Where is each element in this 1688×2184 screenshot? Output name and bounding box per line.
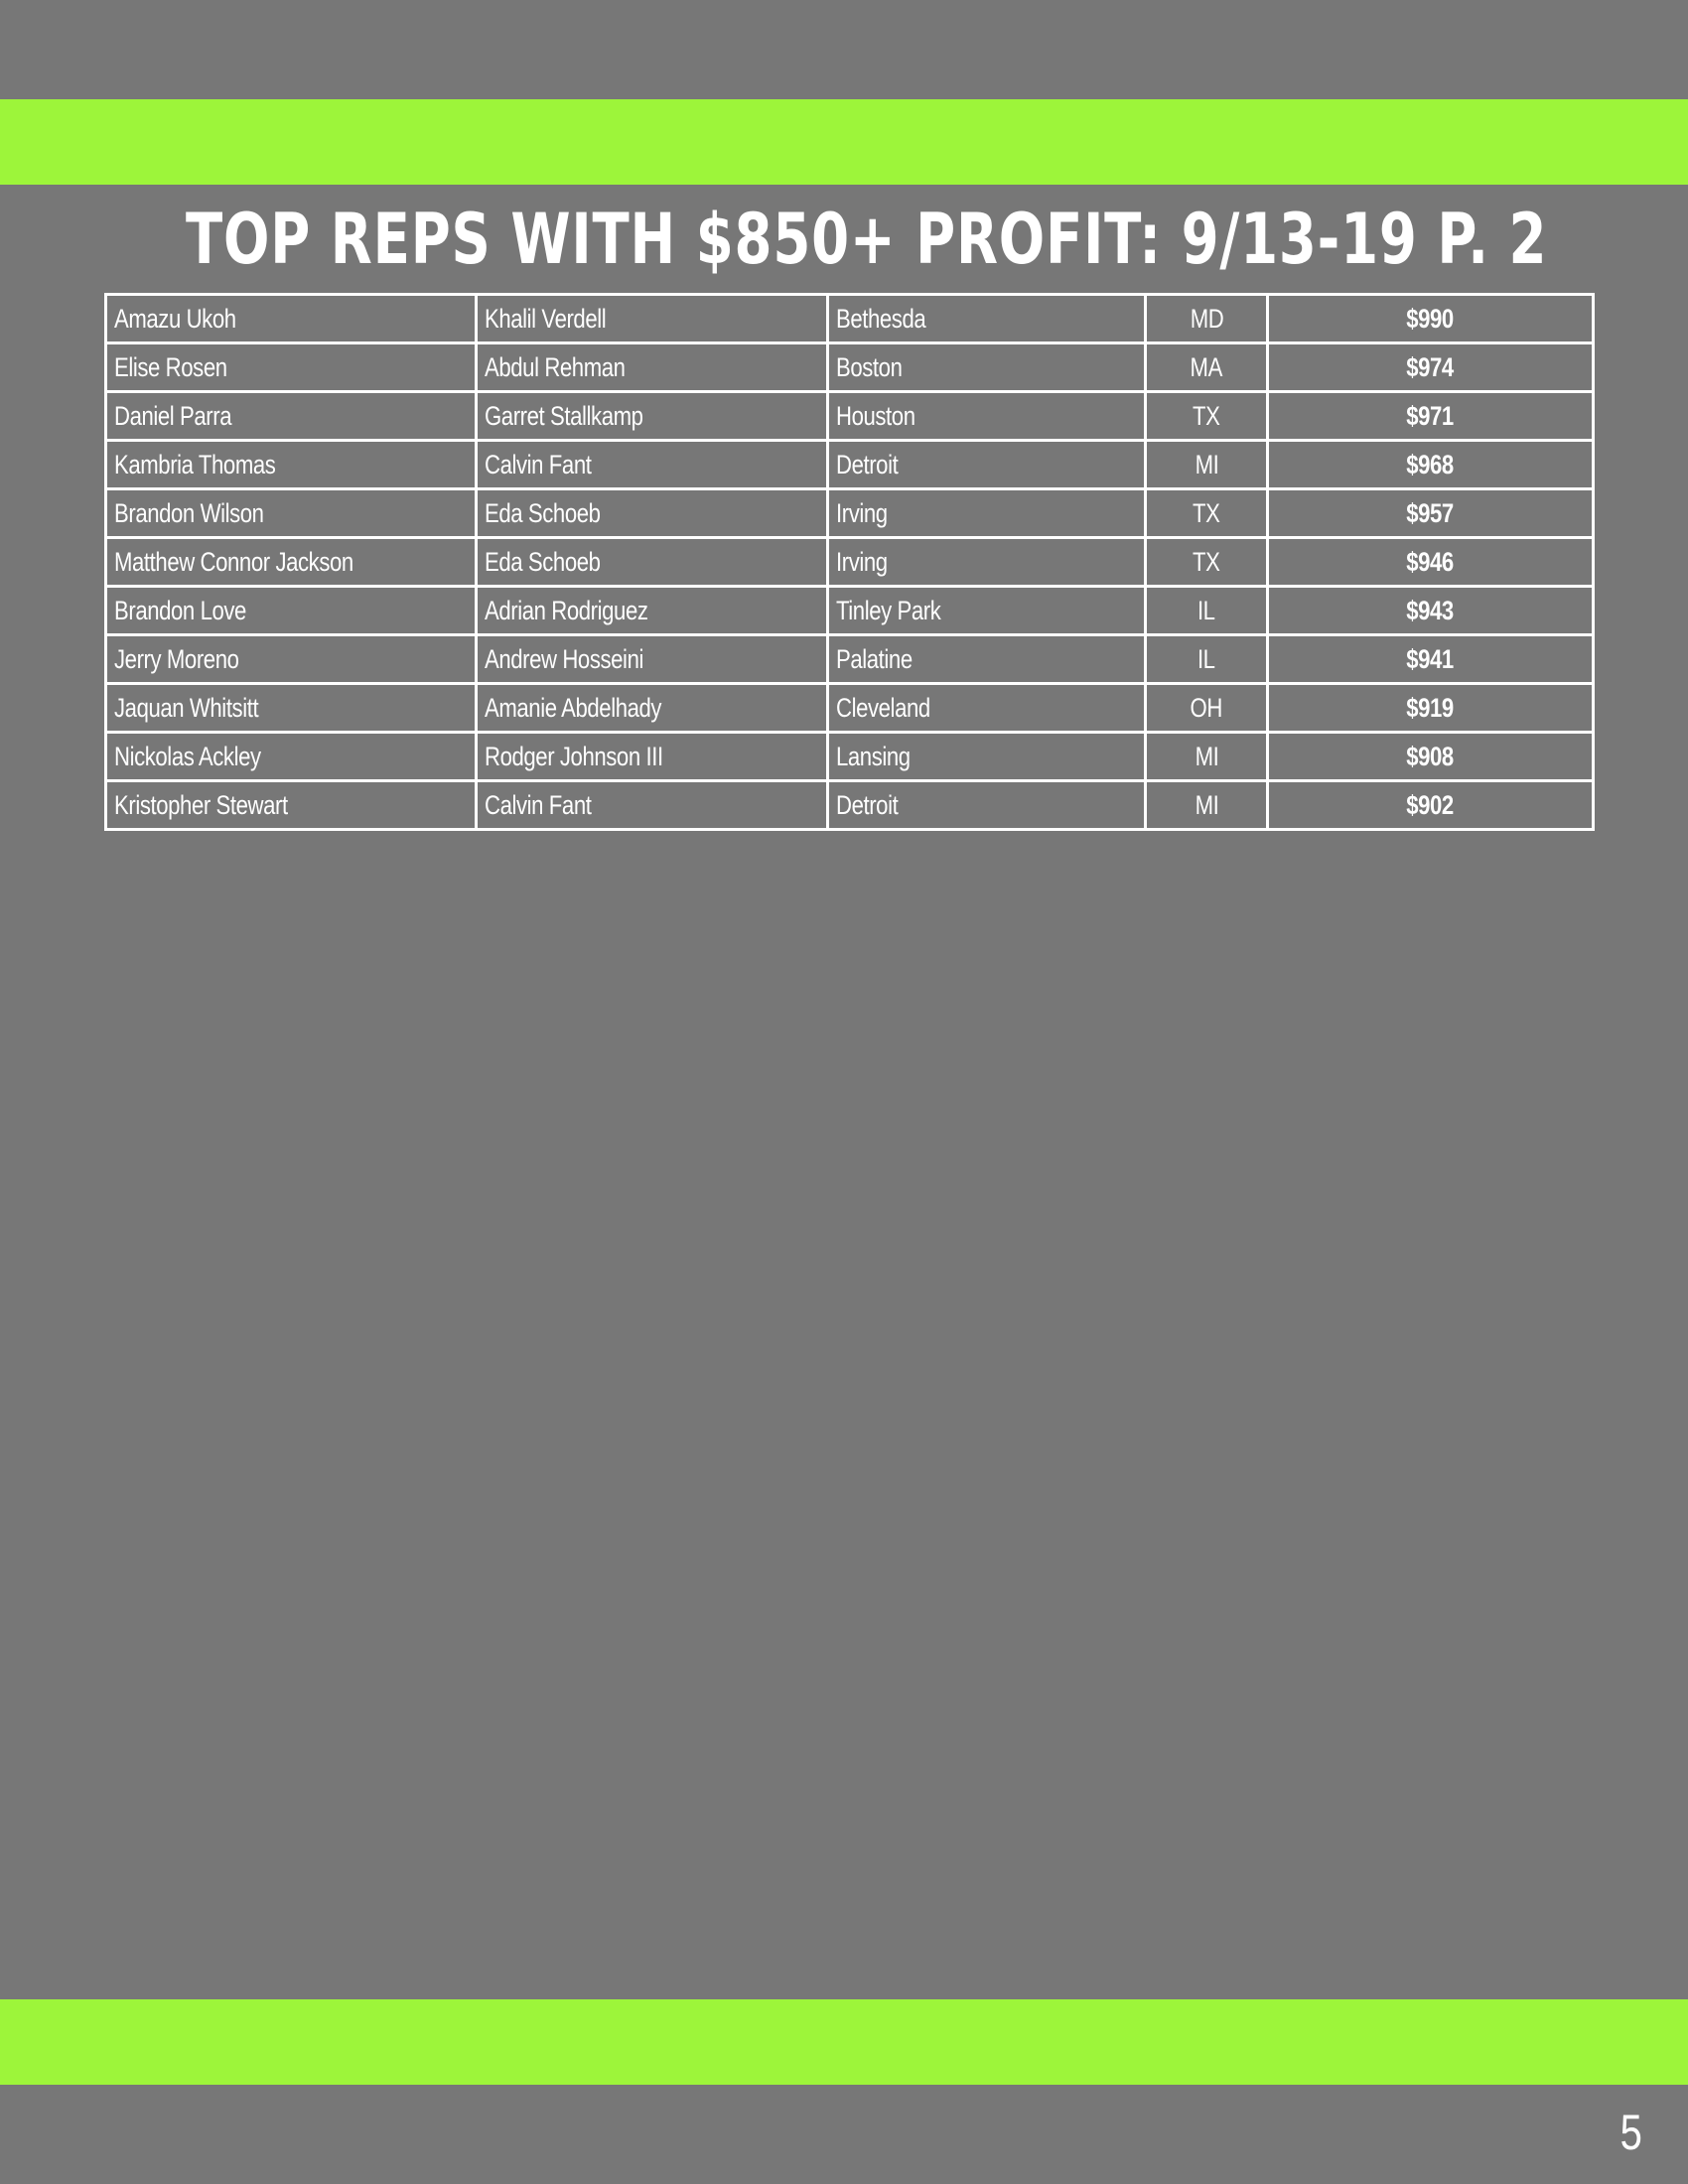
table-row: [106, 635, 1594, 684]
city-cell-text: Lansing: [836, 741, 911, 771]
state-cell: [1146, 635, 1268, 684]
table-row: [106, 587, 1594, 635]
city-cell: [828, 587, 1146, 635]
table-row: [106, 441, 1594, 489]
manager-name-cell: [477, 538, 828, 587]
manager-name-cell-text: Rodger Johnson III: [485, 741, 663, 771]
manager-name-cell-text: Abdul Rehman: [485, 351, 626, 382]
profit-cell-text: $943: [1406, 595, 1455, 625]
manager-name-cell: [477, 733, 828, 781]
profit-cell-text: $919: [1406, 692, 1455, 723]
city-cell: [828, 733, 1146, 781]
state-cell: [1146, 489, 1268, 538]
rep-name-cell: [106, 295, 477, 343]
city-cell: [828, 392, 1146, 441]
manager-name-cell-text: Amanie Abdelhady: [485, 692, 662, 723]
manager-name-cell: [477, 392, 828, 441]
table-row: [106, 489, 1594, 538]
state-cell: [1146, 295, 1268, 343]
profit-cell-text: $971: [1406, 400, 1455, 431]
city-cell: [828, 538, 1146, 587]
manager-name-cell-text: Khalil Verdell: [485, 303, 607, 334]
state-cell-text: MI: [1195, 789, 1218, 820]
state-cell-text: TX: [1193, 546, 1220, 577]
rep-name-cell-text: Nickolas Ackley: [114, 741, 261, 771]
city-cell-text: Palatine: [836, 643, 913, 674]
top-reps-table-body: [106, 295, 1594, 830]
profit-cell: [1268, 781, 1594, 830]
rep-name-cell: [106, 538, 477, 587]
profit-cell-text: $974: [1406, 351, 1455, 382]
rep-name-cell: [106, 392, 477, 441]
profit-cell: [1268, 392, 1594, 441]
city-cell-text: Detroit: [836, 789, 899, 820]
manager-name-cell-text: Eda Schoeb: [485, 546, 601, 577]
profit-cell-text: $968: [1406, 449, 1455, 479]
rep-name-cell: [106, 489, 477, 538]
manager-name-cell: [477, 635, 828, 684]
profit-cell: [1268, 587, 1594, 635]
city-cell-text: Tinley Park: [836, 595, 941, 625]
profit-cell: [1268, 538, 1594, 587]
city-cell: [828, 684, 1146, 733]
table-row: [106, 684, 1594, 733]
state-cell-text: MI: [1195, 741, 1218, 771]
table-row: [106, 781, 1594, 830]
state-cell-text: MD: [1190, 303, 1223, 334]
table-row: [106, 343, 1594, 392]
city-cell: [828, 295, 1146, 343]
manager-name-cell: [477, 489, 828, 538]
profit-cell: [1268, 684, 1594, 733]
rep-name-cell: [106, 781, 477, 830]
city-cell: [828, 441, 1146, 489]
profit-cell-text: $902: [1406, 789, 1455, 820]
profit-cell: [1268, 343, 1594, 392]
manager-name-cell-text: Garret Stallkamp: [485, 400, 643, 431]
state-cell: [1146, 441, 1268, 489]
manager-name-cell: [477, 587, 828, 635]
rep-name-cell: [106, 587, 477, 635]
manager-name-cell-text: Eda Schoeb: [485, 497, 601, 528]
profit-cell: [1268, 441, 1594, 489]
state-cell-text: MI: [1195, 449, 1218, 479]
rep-name-cell: [106, 635, 477, 684]
city-cell-text: Irving: [836, 497, 888, 528]
rep-name-cell-text: Elise Rosen: [114, 351, 227, 382]
profit-cell: [1268, 489, 1594, 538]
rep-name-cell-text: Amazu Ukoh: [114, 303, 236, 334]
rep-name-cell: [106, 733, 477, 781]
manager-name-cell-text: Calvin Fant: [485, 789, 592, 820]
manager-name-cell-text: Adrian Rodriguez: [485, 595, 648, 625]
state-cell: [1146, 684, 1268, 733]
rep-name-cell-text: Brandon Love: [114, 595, 246, 625]
city-cell-text: Irving: [836, 546, 888, 577]
top-accent-band: [0, 99, 1688, 185]
profit-cell: [1268, 295, 1594, 343]
state-cell-text: IL: [1197, 595, 1215, 625]
city-cell-text: Detroit: [836, 449, 899, 479]
table-row: [106, 733, 1594, 781]
city-cell: [828, 781, 1146, 830]
rep-name-cell: [106, 684, 477, 733]
state-cell-text: TX: [1193, 400, 1220, 431]
rep-name-cell-text: Jerry Moreno: [114, 643, 239, 674]
profit-cell-text: $990: [1406, 303, 1455, 334]
table-row: [106, 538, 1594, 587]
manager-name-cell: [477, 295, 828, 343]
city-cell-text: Houston: [836, 400, 915, 431]
city-cell-text: Boston: [836, 351, 903, 382]
city-cell-text: Bethesda: [836, 303, 926, 334]
manager-name-cell: [477, 343, 828, 392]
manager-name-cell-text: Calvin Fant: [485, 449, 592, 479]
state-cell-text: TX: [1193, 497, 1220, 528]
page-number: 5: [1619, 2105, 1642, 2160]
profit-cell-text: $946: [1406, 546, 1455, 577]
table-row: [106, 392, 1594, 441]
manager-name-cell-text: Andrew Hosseini: [485, 643, 643, 674]
rep-name-cell-text: Daniel Parra: [114, 400, 232, 431]
state-cell: [1146, 733, 1268, 781]
profit-cell: [1268, 635, 1594, 684]
state-cell: [1146, 392, 1268, 441]
state-cell: [1146, 538, 1268, 587]
table-row: [106, 295, 1594, 343]
profit-cell-text: $941: [1406, 643, 1455, 674]
state-cell: [1146, 587, 1268, 635]
manager-name-cell: [477, 781, 828, 830]
city-cell-text: Cleveland: [836, 692, 930, 723]
rep-name-cell-text: Kristopher Stewart: [114, 789, 288, 820]
state-cell-text: MA: [1190, 351, 1223, 382]
profit-cell: [1268, 733, 1594, 781]
manager-name-cell: [477, 684, 828, 733]
rep-name-cell: [106, 441, 477, 489]
top-reps-table: [104, 293, 1595, 831]
state-cell: [1146, 343, 1268, 392]
city-cell: [828, 635, 1146, 684]
rep-name-cell-text: Brandon Wilson: [114, 497, 264, 528]
rep-name-cell-text: Jaquan Whitsitt: [114, 692, 259, 723]
state-cell-text: OH: [1190, 692, 1223, 723]
profit-cell-text: $957: [1406, 497, 1455, 528]
page-title: TOP REPS WITH $850+ PROFIT: 9/13-19 P. 2: [186, 199, 1548, 280]
rep-name-cell: [106, 343, 477, 392]
city-cell: [828, 489, 1146, 538]
rep-name-cell-text: Matthew Connor Jackson: [114, 546, 353, 577]
state-cell: [1146, 781, 1268, 830]
profit-cell-text: $908: [1406, 741, 1455, 771]
bottom-accent-band: [0, 1999, 1688, 2085]
city-cell: [828, 343, 1146, 392]
state-cell-text: IL: [1197, 643, 1215, 674]
rep-name-cell-text: Kambria Thomas: [114, 449, 276, 479]
manager-name-cell: [477, 441, 828, 489]
